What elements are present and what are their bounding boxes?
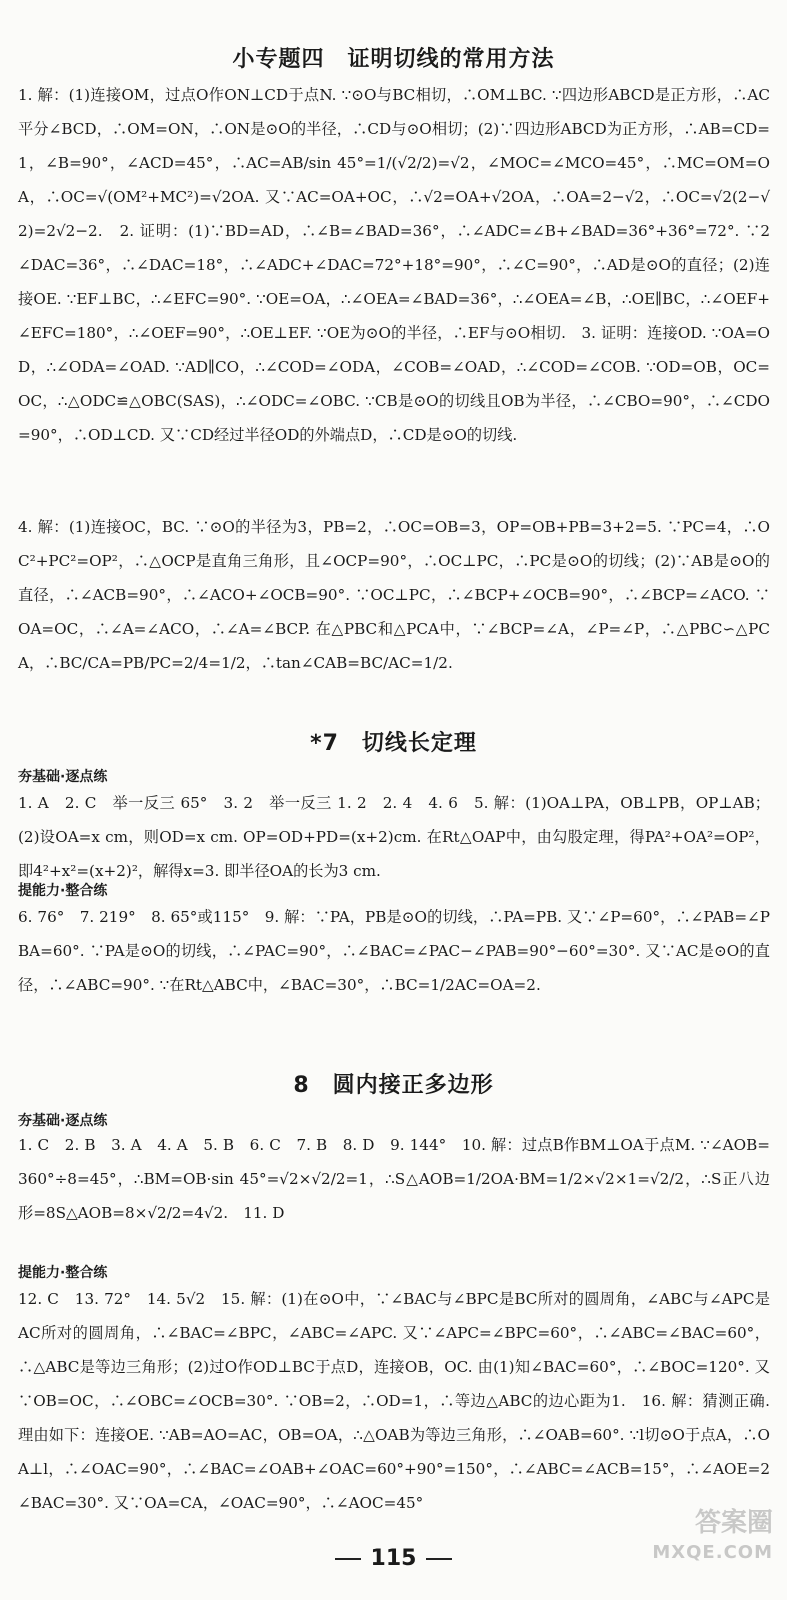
- topic4-answer-4: 4. 解：(1)连接OC，BC. ∵⊙O的半径为3，PB=2，∴OC=OB=3，OP=OB+PB=3+2=5. ∵PC=4，∴OC²+PC²=OP²，∴△OCP是直角三角形，且∠OCP=90°，∴OC⊥PC，∴PC是⊙O的切线；(2)∵AB是⊙O的直径，∴∠ACB=90°，∴∠ACO+∠OCB=90°. ∵OC⊥PC，∴∠BCP+∠OCB=90°，∴∠BCP=∠ACO. ∵OA=OC，∴∠A=∠ACO，∴∠A=∠BCP. 在△PBC和△PCA中，∵∠BCP=∠A，∠P=∠P，∴△PBC∽△PCA，∴BC/CA=PB/PC=2/4=1/2，∴tan∠CAB=BC/AC=1/2.: [18, 518, 770, 672]
- watermark-url: MXQE.COM: [652, 1542, 773, 1563]
- sec7-advanced-heading: 提能力·整合练: [18, 883, 108, 899]
- topic4-answers-1-3: 1. 解：(1)连接OM，过点O作ON⊥CD于点N. ∵⊙O与BC相切，∴OM⊥BC. ∵四边形ABCD是正方形，∴AC平分∠BCD，∴OM=ON，∴ON是⊙O的半径，∴CD与⊙O相切；(2)∵四边形ABCD为正方形，∴AB=CD=1，∠B=90°，∠ACD=45°，∴AC=AB/sin 45°=1/(√2/2)=√2，∠MOC=∠MCO=45°，∴MC=OM=OA，∴OC=√(OM²+MC²)=√2OA. 又∵AC=OA+OC，∴√2=OA+√2OA，∴OA=2−√2，∴OC=√2(2−√2)=2√2−2. 2. 证明：(1)∵BD=AD，∴∠B=∠BAD=36°，∴∠ADC=∠B+∠BAD=36°+36°=72°. ∵2∠DAC=36°，∴∠DAC=18°，∴∠ADC+∠DAC=72°+18°=90°，∴∠C=90°，∴AD是⊙O的直径；(2)连接OE. ∵EF⊥BC，∴∠EFC=90°. ∵OE=OA，∴∠OEA=∠BAD=36°，∴∠OEA=∠B，∴OE∥BC，∴∠OEF+∠EFC=180°，∴∠OEF=90°，∴OE⊥EF. ∵OE为⊙O的半径，∴EF与⊙O相切. 3. 证明：连接OD. ∵OA=OD，∴∠ODA=∠OAD. ∵AD∥CO，∴∠COD=∠ODA，∠COB=∠OAD，∴∠COD=∠COB. ∵OD=OB，OC=OC，∴△ODC≌△OBC(SAS)，∴∠ODC=∠OBC. ∵CB是⊙O的切线且OB为半径，∴∠CBO=90°，∴∠CDO=90°，∴OD⊥CD. 又∵CD经过半径OD的外端点D，∴CD是⊙O的切线.: [18, 86, 770, 444]
- sec8-basic-heading: 夯基础·逐点练: [18, 1113, 108, 1129]
- sec7-advanced-answers: 6. 76° 7. 219° 8. 65°或115° 9. 解：∵PA，PB是⊙O的切线，∴PA=PB. 又∵∠P=60°，∴∠PAB=∠PBA=60°. ∵PA是⊙O的切线，∴∠PAC=90°，∴∠BAC=∠PAC−∠PAB=90°−60°=30°. 又∵AC是⊙O的直径，∴∠ABC=90°. ∵在Rt△ABC中，∠BAC=30°，∴BC=1/2AC=OA=2.: [18, 908, 770, 994]
- section-title-7: *7 切线长定理: [310, 731, 477, 756]
- sec8-advanced-answers: 12. C 13. 72° 14. 5√2 15. 解：(1)在⊙O中，∵∠BAC与∠BPC是BC所对的圆周角，∠ABC与∠APC是AC所对的圆周角，∴∠BAC=∠BPC，∠ABC=∠APC. 又∵∠APC=∠BPC=60°，∴∠ABC=∠BAC=60°，∴△ABC是等边三角形；(2)过O作OD⊥BC于点D，连接OB，OC. 由(1)知∠BAC=60°，∴∠BOC=120°. 又∵OB=OC，∴∠OBC=∠OCB=30°. ∵OB=2，∴OD=1，∴等边△ABC的边心距为1. 16. 解：猜测正确. 理由如下：连接OE. ∵AB=AO=AC，OB=OA，∴△OAB为等边三角形，∴∠OAB=60°. ∵l切⊙O于点A，∴OA⊥l，∴∠OAC=90°，∴∠BAC=∠OAB+∠OAC=60°+90°=150°，∴∠ABC=∠ACB=15°，∴∠AOE=2∠BAC=30°. 又∵OA=CA，∠OAC=90°，∴∠AOC=45°: [18, 1290, 770, 1512]
- sec7-basic-answers: 1. A 2. C 举一反三 65° 3. 2 举一反三 1. 2 2. 4 4. 6 5. 解：(1)OA⊥PA，OB⊥PB，OP⊥AB；(2)设OA=x cm，则OD=x cm. OP=OD+PD=(x+2)cm. 在Rt△OAP中，由勾股定理，得PA²+OA²=OP²，即4²+x²=(x+2)²，解得x=3. 即半径OA的长为3 cm.: [18, 794, 770, 880]
- section-title-topic4: 小专题四 证明切线的常用方法: [232, 47, 555, 72]
- sec7-basic-heading: 夯基础·逐点练: [18, 769, 108, 785]
- page-number: 115: [0, 1546, 787, 1571]
- section-title-8: 8 圆内接正多边形: [293, 1073, 494, 1098]
- sec8-basic-answers: 1. C 2. B 3. A 4. A 5. B 6. C 7. B 8. D 9. 144° 10. 解：过点B作BM⊥OA于点M. ∵∠AOB=360°÷8=45°，∴BM=OB·sin 45°=√2×√2/2=1，∴S△AOB=1/2OA·BM=1/2×√2×1=√2/2，∴S正八边形=8S△AOB=8×√2/2=4√2. 11. D: [18, 1136, 770, 1222]
- watermark-main: 答案圈: [694, 1508, 773, 1538]
- sec8-advanced-heading: 提能力·整合练: [18, 1265, 108, 1281]
- watermark-logo: [652, 1508, 773, 1568]
